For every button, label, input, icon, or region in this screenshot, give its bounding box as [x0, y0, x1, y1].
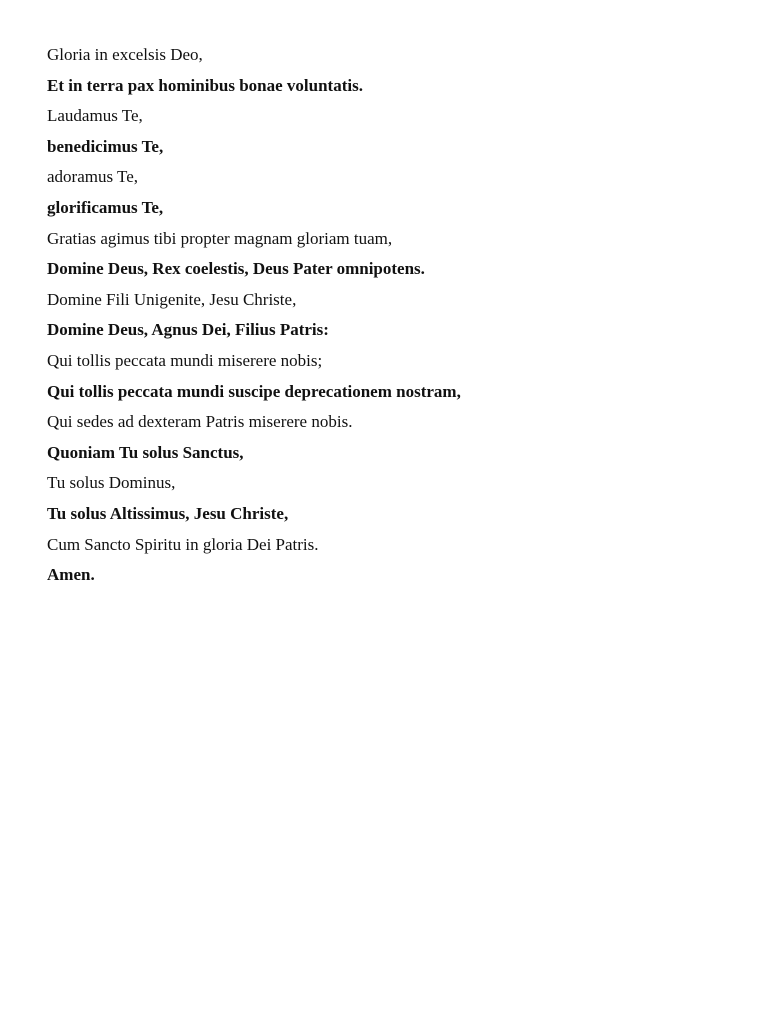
- text-line: Quoniam Tu solus Sanctus,: [47, 442, 244, 462]
- text-line: glorificamus Te,: [47, 197, 164, 217]
- text-line: Et in terra pax hominibus bonae voluntatis.: [47, 75, 363, 95]
- text-line: Qui tollis peccata mundi miserere nobis;: [47, 350, 323, 370]
- text-line: Qui tollis peccata mundi suscipe deprecationem nostram,: [47, 381, 461, 401]
- text-line: Laudamus Te,: [47, 106, 143, 126]
- text-line: benedicimus Te,: [47, 136, 164, 156]
- text-line: Gratias agimus tibi propter magnam gloriam tuam,: [47, 228, 393, 248]
- text-line: Tu solus Altissimus, Jesu Christe,: [47, 503, 289, 523]
- text-line: Gloria in excelsis Deo,: [47, 45, 203, 64]
- text-line: Tu solus Dominus,: [47, 473, 176, 493]
- text-line: Domine Fili Unigenite, Jesu Christe,: [47, 289, 297, 309]
- text-line: Qui sedes ad dexteram Patris miserere nobis.: [47, 412, 353, 432]
- text-line: adoramus Te,: [47, 167, 139, 187]
- text-line: Domine Deus, Agnus Dei, Filius Patris:: [47, 320, 329, 340]
- document-body: [47, 40, 748, 591]
- text-line: Domine Deus, Rex coelestis, Deus Pater omnipotens.: [47, 259, 425, 279]
- text-line: Cum Sancto Spiritu in gloria Dei Patris.: [47, 534, 319, 554]
- text-line: Amen.: [47, 565, 95, 585]
